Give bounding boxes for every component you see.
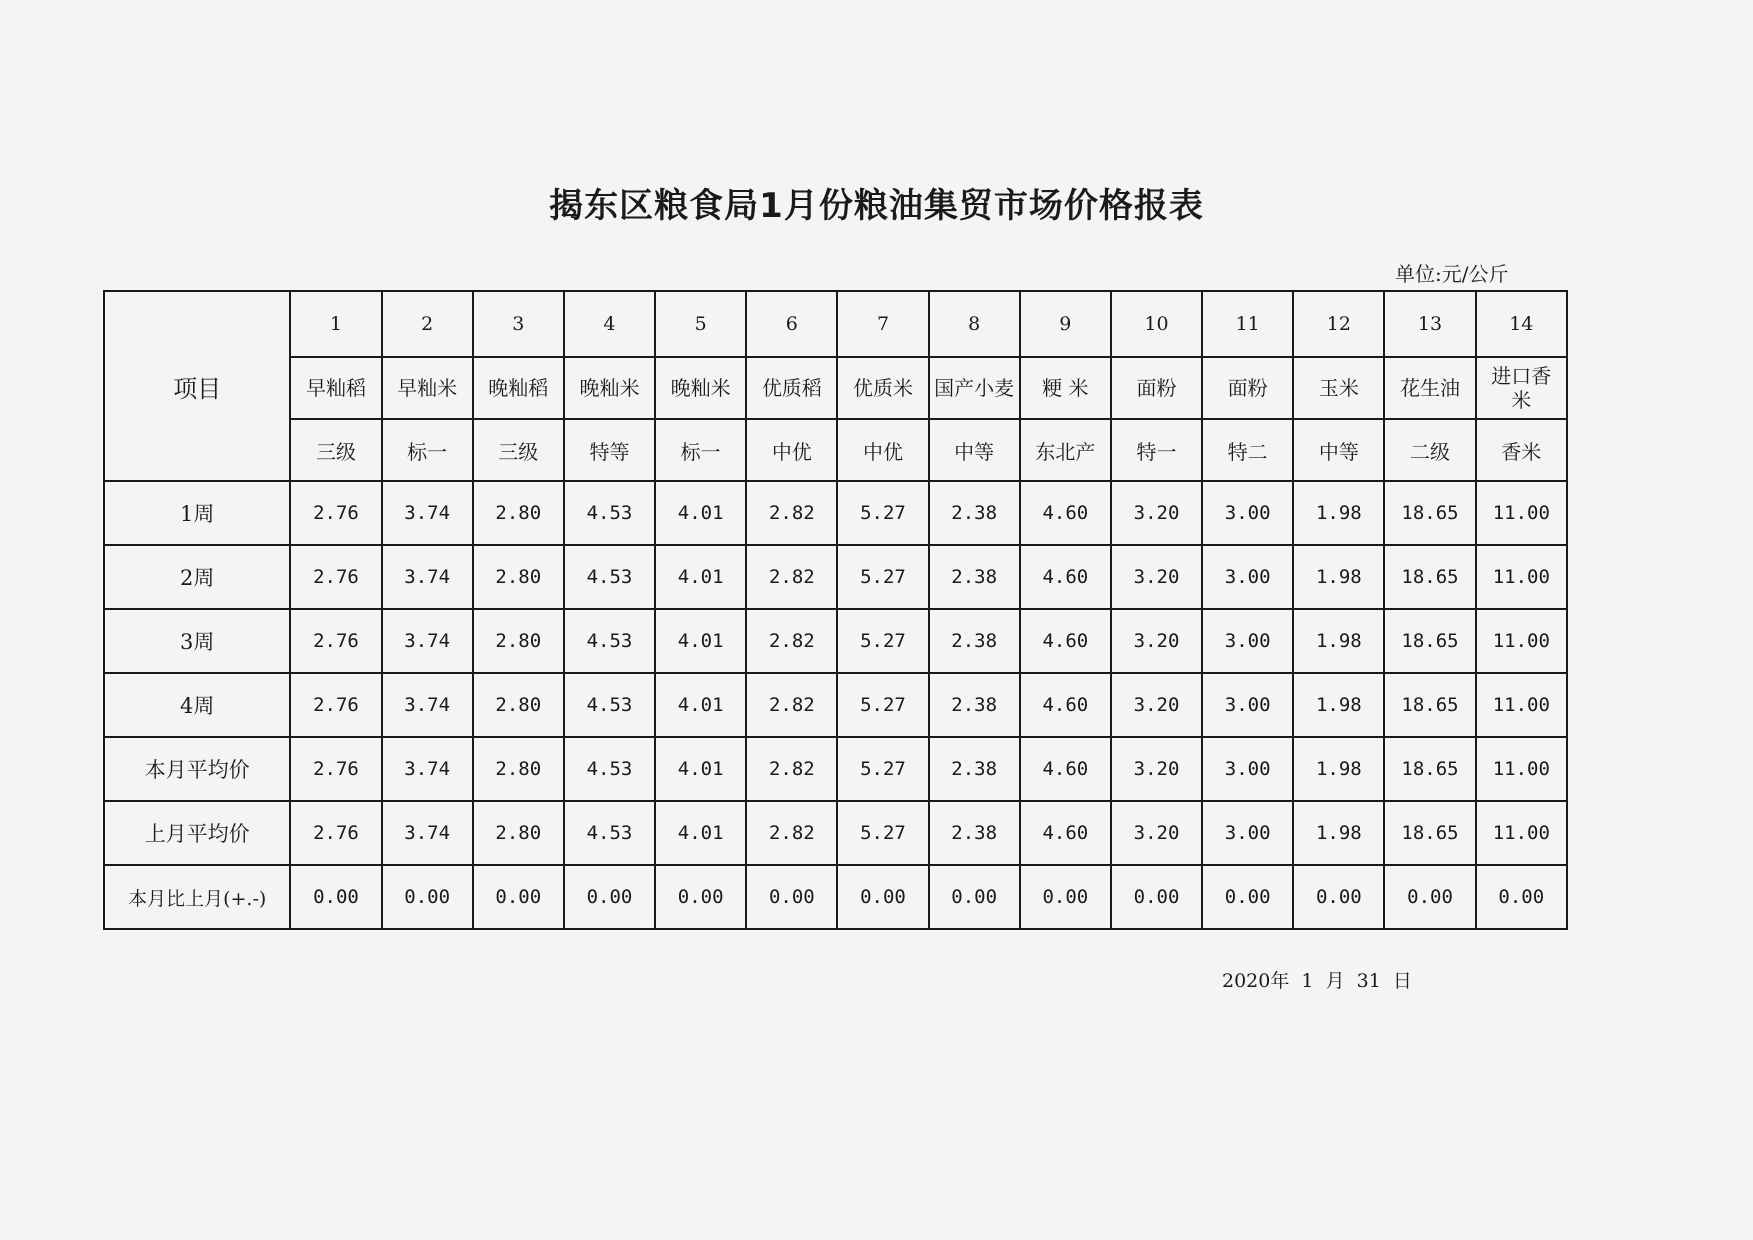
report-date: 2020年 1 月 31 日 — [1222, 970, 1412, 992]
price-cell: 2.80 — [473, 481, 564, 545]
price-cell: 4.01 — [655, 737, 746, 801]
price-cell: 4.60 — [1020, 801, 1111, 865]
price-cell: 2.82 — [746, 545, 837, 609]
price-cell: 11.00 — [1476, 673, 1567, 737]
column-grade: 三级 — [473, 419, 564, 481]
table-row — [104, 481, 1567, 545]
price-cell: 3.00 — [1202, 801, 1293, 865]
column-grade: 三级 — [290, 419, 381, 481]
price-cell: 3.20 — [1111, 673, 1202, 737]
row-label: 4周 — [104, 673, 290, 737]
column-grade: 二级 — [1384, 419, 1475, 481]
price-cell: 4.53 — [564, 673, 655, 737]
price-cell: 2.82 — [746, 673, 837, 737]
row-label: 2周 — [104, 545, 290, 609]
price-cell: 4.60 — [1020, 481, 1111, 545]
price-cell: 18.65 — [1384, 673, 1475, 737]
column-number: 13 — [1384, 291, 1475, 357]
price-cell: 11.00 — [1476, 801, 1567, 865]
price-cell: 1.98 — [1293, 545, 1384, 609]
price-cell: 0.00 — [290, 865, 381, 929]
price-cell: 0.00 — [473, 865, 564, 929]
page-title: 揭东区粮食局1月份粮油集贸市场价格报表 — [549, 186, 1204, 226]
header-row-names — [104, 357, 1567, 419]
column-grade: 特一 — [1111, 419, 1202, 481]
price-cell: 0.00 — [1202, 865, 1293, 929]
price-cell: 1.98 — [1293, 737, 1384, 801]
price-cell: 3.74 — [382, 737, 473, 801]
column-product-name: 玉米 — [1293, 357, 1384, 419]
table-row — [104, 609, 1567, 673]
column-number: 3 — [473, 291, 564, 357]
price-cell: 2.82 — [746, 737, 837, 801]
price-cell: 2.80 — [473, 545, 564, 609]
price-cell: 4.53 — [564, 481, 655, 545]
price-cell: 3.74 — [382, 609, 473, 673]
price-cell: 3.74 — [382, 673, 473, 737]
price-cell: 5.27 — [837, 673, 928, 737]
price-cell: 5.27 — [837, 801, 928, 865]
price-cell: 2.80 — [473, 801, 564, 865]
price-cell: 4.60 — [1020, 609, 1111, 673]
row-label: 本月比上月(+.-) — [104, 865, 290, 929]
price-cell: 2.82 — [746, 481, 837, 545]
column-number: 9 — [1020, 291, 1111, 357]
column-product-name: 早籼稻 — [290, 357, 381, 419]
column-number: 2 — [382, 291, 473, 357]
price-cell: 5.27 — [837, 737, 928, 801]
column-grade: 香米 — [1476, 419, 1567, 481]
column-grade: 特等 — [564, 419, 655, 481]
price-cell: 0.00 — [837, 865, 928, 929]
price-cell: 18.65 — [1384, 801, 1475, 865]
price-cell: 0.00 — [929, 865, 1020, 929]
price-cell: 2.38 — [929, 673, 1020, 737]
price-cell: 3.00 — [1202, 609, 1293, 673]
price-cell: 4.01 — [655, 673, 746, 737]
price-cell: 18.65 — [1384, 609, 1475, 673]
price-cell: 2.38 — [929, 481, 1020, 545]
price-cell: 1.98 — [1293, 481, 1384, 545]
price-cell: 3.00 — [1202, 481, 1293, 545]
column-product-name: 面粉 — [1111, 357, 1202, 419]
row-label: 本月平均价 — [104, 737, 290, 801]
price-cell: 0.00 — [1293, 865, 1384, 929]
price-cell: 4.53 — [564, 609, 655, 673]
price-cell: 3.20 — [1111, 737, 1202, 801]
column-grade: 特二 — [1202, 419, 1293, 481]
price-cell: 0.00 — [1020, 865, 1111, 929]
price-cell: 3.00 — [1202, 673, 1293, 737]
price-cell: 4.53 — [564, 545, 655, 609]
price-cell: 0.00 — [746, 865, 837, 929]
price-cell: 4.53 — [564, 801, 655, 865]
price-cell: 3.00 — [1202, 545, 1293, 609]
price-cell: 4.60 — [1020, 673, 1111, 737]
price-cell: 1.98 — [1293, 609, 1384, 673]
table-row — [104, 545, 1567, 609]
price-cell: 2.80 — [473, 673, 564, 737]
column-product-name: 面粉 — [1202, 357, 1293, 419]
column-number: 12 — [1293, 291, 1384, 357]
price-cell: 3.74 — [382, 545, 473, 609]
price-cell: 4.01 — [655, 481, 746, 545]
price-cell: 3.74 — [382, 801, 473, 865]
price-cell: 2.76 — [290, 545, 381, 609]
price-cell: 11.00 — [1476, 737, 1567, 801]
table-row — [104, 673, 1567, 737]
header-row-numbers — [104, 291, 1567, 357]
column-product-name: 优质米 — [837, 357, 928, 419]
price-cell: 0.00 — [382, 865, 473, 929]
price-cell: 2.76 — [290, 609, 381, 673]
price-cell: 18.65 — [1384, 737, 1475, 801]
column-product-name: 粳 米 — [1020, 357, 1111, 419]
column-product-name: 花生油 — [1384, 357, 1475, 419]
unit-label: 单位:元/公斤 — [1395, 262, 1509, 286]
price-cell: 0.00 — [1384, 865, 1475, 929]
column-product-name: 优质稻 — [746, 357, 837, 419]
price-cell: 4.60 — [1020, 737, 1111, 801]
table-row — [104, 865, 1567, 929]
column-product-name: 晚籼米 — [655, 357, 746, 419]
price-cell: 2.38 — [929, 801, 1020, 865]
price-cell: 3.20 — [1111, 609, 1202, 673]
price-cell: 5.27 — [837, 545, 928, 609]
price-cell: 2.38 — [929, 737, 1020, 801]
price-cell: 2.82 — [746, 609, 837, 673]
price-cell: 11.00 — [1476, 609, 1567, 673]
price-table — [103, 290, 1568, 930]
price-cell: 2.76 — [290, 673, 381, 737]
column-product-name: 早籼米 — [382, 357, 473, 419]
price-cell: 2.80 — [473, 609, 564, 673]
column-grade: 中优 — [746, 419, 837, 481]
column-number: 14 — [1476, 291, 1567, 357]
item-header: 项目 — [104, 291, 290, 481]
price-cell: 2.82 — [746, 801, 837, 865]
price-cell: 2.76 — [290, 801, 381, 865]
column-product-name: 晚籼稻 — [473, 357, 564, 419]
header-row-grades — [104, 419, 1567, 481]
price-cell: 4.60 — [1020, 545, 1111, 609]
price-cell: 4.53 — [564, 737, 655, 801]
price-cell: 11.00 — [1476, 545, 1567, 609]
price-cell: 1.98 — [1293, 673, 1384, 737]
price-cell: 2.38 — [929, 545, 1020, 609]
price-cell: 0.00 — [655, 865, 746, 929]
price-cell: 4.01 — [655, 801, 746, 865]
column-number: 7 — [837, 291, 928, 357]
price-cell: 2.76 — [290, 737, 381, 801]
price-cell: 18.65 — [1384, 545, 1475, 609]
price-cell: 5.27 — [837, 481, 928, 545]
price-cell: 3.20 — [1111, 801, 1202, 865]
price-cell: 2.38 — [929, 609, 1020, 673]
column-number: 1 — [290, 291, 381, 357]
column-grade: 标一 — [655, 419, 746, 481]
row-label: 上月平均价 — [104, 801, 290, 865]
column-number: 11 — [1202, 291, 1293, 357]
price-cell: 3.00 — [1202, 737, 1293, 801]
column-number: 4 — [564, 291, 655, 357]
price-cell: 0.00 — [564, 865, 655, 929]
price-cell: 3.20 — [1111, 481, 1202, 545]
table-row — [104, 737, 1567, 801]
price-cell: 3.20 — [1111, 545, 1202, 609]
price-cell: 0.00 — [1111, 865, 1202, 929]
row-label: 3周 — [104, 609, 290, 673]
price-cell: 1.98 — [1293, 801, 1384, 865]
column-grade: 中等 — [1293, 419, 1384, 481]
price-cell: 5.27 — [837, 609, 928, 673]
column-grade: 中优 — [837, 419, 928, 481]
column-number: 8 — [929, 291, 1020, 357]
row-label: 1周 — [104, 481, 290, 545]
column-product-name: 国产小麦 — [929, 357, 1020, 419]
column-number: 5 — [655, 291, 746, 357]
column-number: 10 — [1111, 291, 1202, 357]
price-cell: 4.01 — [655, 609, 746, 673]
column-grade: 东北产 — [1020, 419, 1111, 481]
column-product-name: 进口香米 — [1476, 357, 1567, 419]
column-product-name: 晚籼米 — [564, 357, 655, 419]
column-grade: 标一 — [382, 419, 473, 481]
column-number: 6 — [746, 291, 837, 357]
price-cell: 3.74 — [382, 481, 473, 545]
price-cell: 11.00 — [1476, 481, 1567, 545]
price-cell: 4.01 — [655, 545, 746, 609]
price-cell: 2.76 — [290, 481, 381, 545]
price-cell: 2.80 — [473, 737, 564, 801]
price-cell: 18.65 — [1384, 481, 1475, 545]
price-cell: 0.00 — [1476, 865, 1567, 929]
column-grade: 中等 — [929, 419, 1020, 481]
table-row — [104, 801, 1567, 865]
